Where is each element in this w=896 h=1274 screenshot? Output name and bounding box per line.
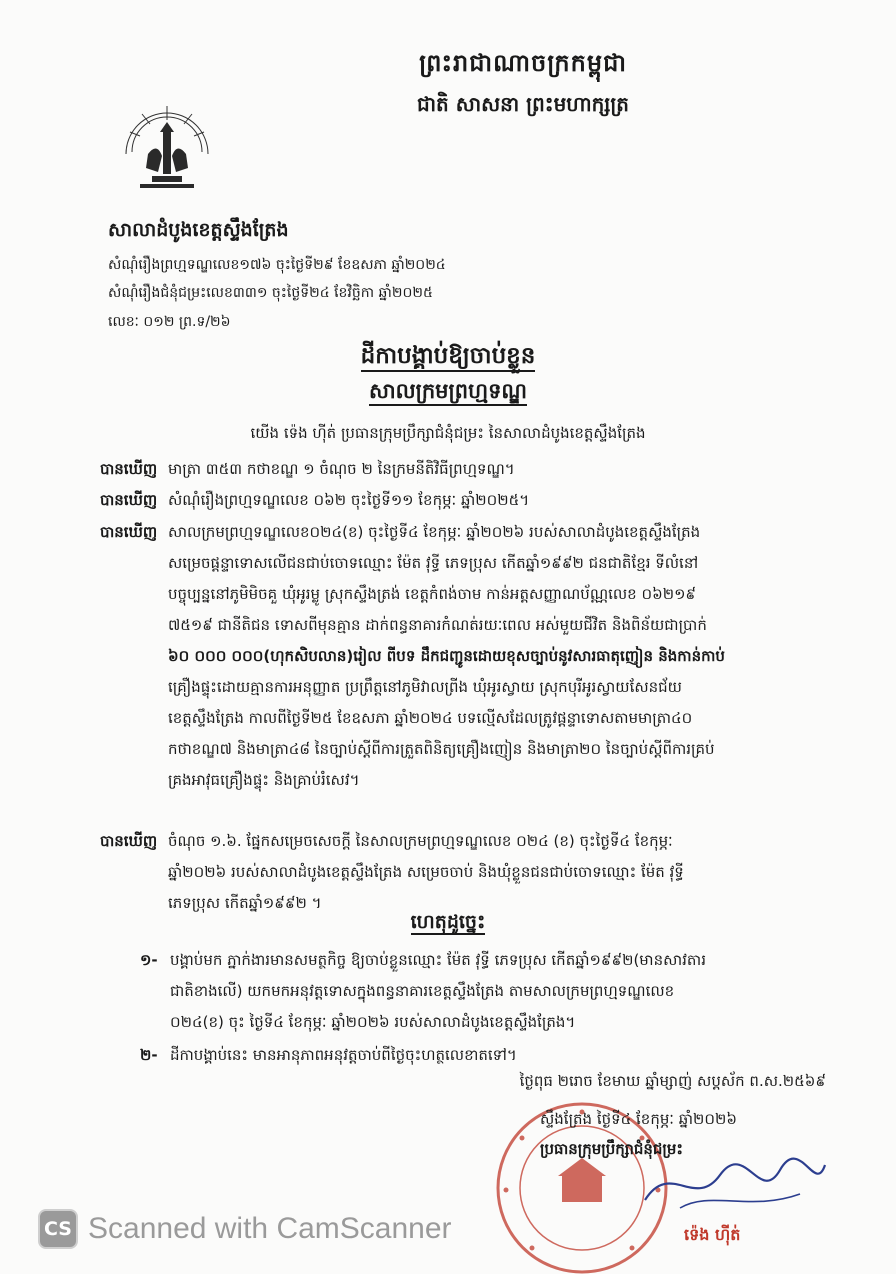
camscanner-watermark (38, 1208, 452, 1250)
signatory-title: ប្រធានក្រុមប្រឹក្សាជំនុំជម្រះ (540, 1140, 683, 1158)
trial-file-ref: សំណុំរឿងជំនុំជម្រះលេខ៣៣១ ចុះថ្ងៃទី២៤ ខែវិច្ឆិកា ឆ្នាំ២០២៥ (108, 285, 433, 301)
item-number: ២- (140, 1046, 158, 1064)
clause-line: ភេទប្រុស កើតឆ្នាំ១៩៩២ ។ (168, 894, 322, 912)
document-number: លេខៈ ០១២ ព្រ.ទ/២៦ (108, 314, 231, 330)
seen-clause-3 (100, 517, 830, 796)
item-line: បង្គាប់មក ភ្នាក់ងារមានសមត្ថកិច្ច ឱ្យចាប់ខ្លួនឈ្មោះ ម៉ែត វុទ្ធី ភេទប្រុស កើតឆ្នាំ១៩៩២(មានសាវតារ (170, 951, 706, 969)
national-motto: ជាតិ សាសនា ព្រះមហាក្សត្រ (417, 92, 629, 116)
order-item-1 (140, 945, 830, 1038)
issue-date: ស្ទឹងត្រែង ថ្ងៃទី៤ ខែកុម្ភៈ ឆ្នាំ២០២៦ (540, 1110, 737, 1128)
kingdom-heading (0, 48, 896, 121)
clause-line: គ្រឿងផ្ទុះដោយគ្មានការអនុញ្ញាត ប្រព្រឹត្តនៅភូមិវាលព្រីង ឃុំអូរស្វាយ ស្រុកបុរីអូរស្វាយសែនជ័យ (168, 678, 682, 696)
clause-line: គ្រងអាវុធគ្រឿងផ្ទុះ និងគ្រាប់រំសេវ។ (168, 771, 360, 789)
seen-label: បានឃើញ (100, 460, 158, 478)
clause-line: បច្ចុប្បន្ននៅភូមិមិចគួ ឃុំអូរម្លូ ស្រុកស្ទឹងត្រង់ ខេត្តកំពង់ចាម កាន់អត្តសញ្ញាណប័ណ្ណលេខ ០៦២១៩ (168, 585, 697, 603)
seen-label: បានឃើញ (100, 523, 158, 541)
seen-clause-2: បានឃើញ សំណុំរឿងព្រហ្មទណ្ឌលេខ ០៦២ ចុះថ្ងៃទី១១ ខែកុម្ភៈ ឆ្នាំ២០២៥។ (100, 486, 830, 515)
seen-label: បានឃើញ (100, 491, 158, 509)
clause-line: ចំណុច ១.៦. ផ្នែកសម្រេចសេចក្តី នៃសាលក្រមព្រហ្មទណ្ឌលេខ ០២៤ (ខ) ចុះថ្ងៃទី៤ ខែកុម្ភៈ (168, 832, 673, 850)
seen-label: បានឃើញ (100, 832, 158, 850)
lunar-date: ថ្ងៃពុធ ២រោច ខែមាឃ ឆ្នាំម្សាញ់ សប្តស័ក ព.ស.២៥៦៩ (519, 1072, 826, 1090)
clause-line: ឆ្នាំ២០២៦ របស់សាលាដំបូងខេត្តស្ទឹងត្រែង សម្រេចចាប់ និងឃុំខ្លួនជនជាប់ចោទឈ្មោះ ម៉ែត វុទ្ធី (168, 863, 684, 881)
camscanner-logo-icon: CS (38, 1209, 78, 1249)
item-line: ជាតិខាងលើ) យកមកអនុវត្តទោសក្នុងពន្ធនាគារខេត្តស្ទឹងត្រែង តាមសាលក្រមព្រហ្មទណ្ឌលេខ (170, 982, 675, 1000)
item-line: ដីកាបង្គាប់នេះ មានអានុភាពអនុវត្តចាប់ពីថ្ងៃចុះហត្ថលេខាតទៅ។ (170, 1046, 517, 1064)
clause-line: កថាខណ្ឌ៧ និងមាត្រា៤៨ នៃច្បាប់ស្តីពីការត្រួតពិនិត្យគ្រឿងញៀន និងមាត្រា២០ នៃច្បាប់ស្តីពីការគ្រប់ (168, 740, 715, 758)
clause-line: ខេត្តស្ទឹងត្រែង កាលពីថ្ងៃទី២៥ ខែឧសភា ឆ្នាំ២០២៤ បទល្មើសដែលត្រូវផ្តន្ទាទោសតាមមាត្រា៤០ (168, 709, 693, 727)
issuing-court: សាលាដំបូងខេត្តស្ទឹងត្រែង (108, 219, 289, 241)
seen-clause-4 (100, 826, 830, 919)
kingdom-name: ព្រះរាជាណាចក្រកម្ពុជា (419, 49, 627, 77)
camscanner-text: Scanned with CamScanner (88, 1212, 452, 1245)
item-number: ១- (140, 951, 158, 969)
signatory-name: ទ៉េង ហ៊ីត់ (684, 1225, 741, 1244)
clause-line: ៧៥១៩ ជានីតិជន ទោសពីមុនគ្មាន ដាក់ពន្ធនាគារកំណត់រយៈពេល អស់មួយជីវិត និងពិន័យជាប្រាក់ (168, 616, 707, 634)
clause-line: សាលក្រមព្រហ្មទណ្ឌលេខ០២៤(ខ) ចុះថ្ងៃទី៤ ខែកុម្ភៈ ឆ្នាំ២០២៦ របស់សាលាដំបូងខេត្តស្ទឹងត្រែង (168, 523, 701, 541)
therefore-heading: ហេតុដូច្នេះ (410, 911, 486, 933)
document-title: ដីកាបង្គាប់ឱ្យចាប់ខ្លួន (0, 342, 896, 375)
clause-line: សម្រេចផ្តន្ទាទោសលើជនជាប់ចោទឈ្មោះ ម៉ែត វុទ្ធី ភេទប្រុស កើតឆ្នាំ១៩៩២ ជនជាតិខ្មែរ ទីលំនៅ (168, 554, 699, 572)
seen-clause-1: បានឃើញ មាត្រា ៣៥៣ កថាខណ្ឌ ១ ចំណុច ២ នៃក្រមនីតិវិធីព្រហ្មទណ្ឌ។ (100, 455, 830, 484)
case-file-ref: សំណុំរឿងព្រហ្មទណ្ឌលេខ១៧៦ ចុះថ្ងៃទី២៩ ខែឧសភា ឆ្នាំ២០២៤ (108, 257, 446, 273)
intro-line: យើង ទ៉េង ហ៊ីត់ ប្រធានក្រុមប្រឹក្សាជំនុំជម្រះ នៃសាលាដំបូងខេត្តស្ទឹងត្រែង (250, 424, 646, 442)
document-subtitle: សាលក្រមព្រហ្មទណ្ឌ (0, 378, 896, 409)
clause-line: ៦០ ០០០ ០០០(ហុកសិបលាន)រៀល ពីបទ ដឹកជញ្ជូនដោយខុសច្បាប់នូវសារធាតុញៀន និងកាន់កាប់ (168, 647, 725, 665)
order-item-2 (140, 1040, 830, 1071)
item-line: ០២៤(ខ) ចុះ ថ្ងៃទី៤ ខែកុម្ភៈ ឆ្នាំ២០២៦ របស់សាលាដំបូងខេត្តស្ទឹងត្រែង។ (170, 1013, 576, 1031)
